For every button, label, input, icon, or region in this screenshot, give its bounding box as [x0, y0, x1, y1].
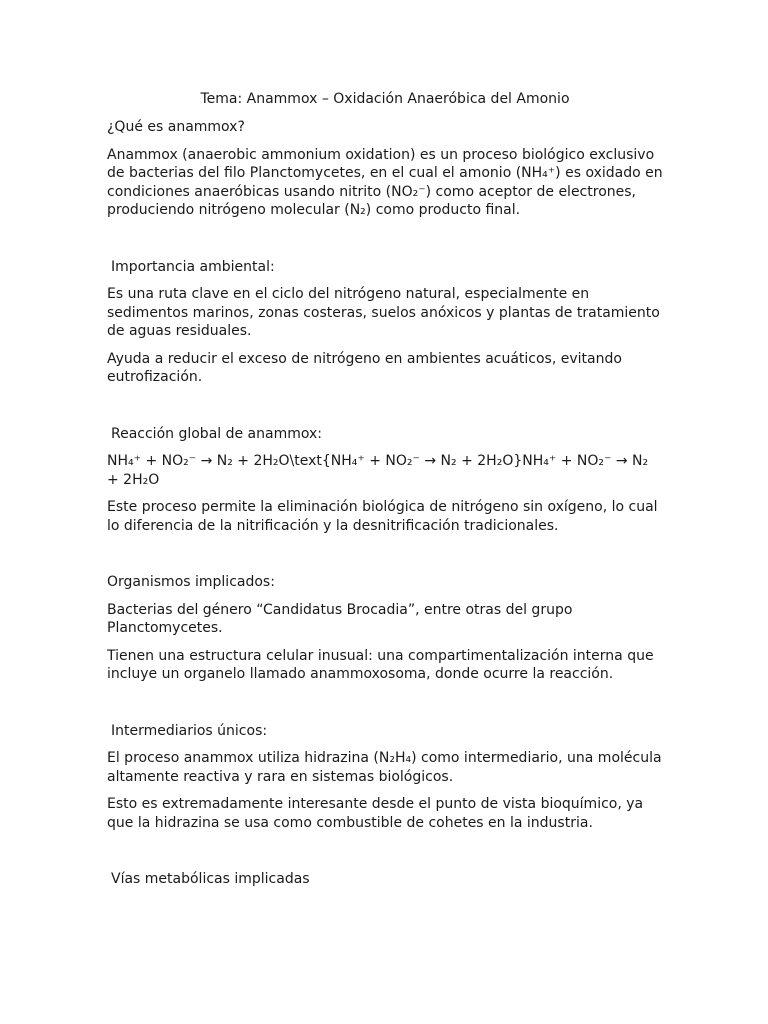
document-page — [107, 90, 663, 898]
importance-heading: Importancia ambiental: — [111, 258, 275, 275]
intermediaries-heading: Intermediarios únicos: — [111, 722, 268, 739]
section-spacer — [107, 841, 663, 870]
organisms-paragraph-1: Bacterias del género “Candidatus Brocadia”, entre otras del grupo Planctomycetes. — [107, 601, 573, 636]
metabolic-pathways-heading: Vías metabólicas implicadas — [111, 871, 310, 887]
section-spacer — [107, 396, 663, 425]
importance-paragraph-1: Es una ruta clave en el ciclo del nitrógeno natural, especialmente en sedimentos marinos, zonas costeras, suelos anóxicos y plantas de tratamiento de aguas residuales. — [107, 286, 660, 339]
document-title: Tema: Anammox – Oxidación Anaeróbica del Amonio — [200, 91, 570, 107]
organisms-heading: Organismos implicados: — [107, 574, 275, 590]
reaction-paragraph: Este proceso permite la eliminación biológica de nitrógeno sin oxígeno, lo cual lo diferencia de la nitrificación y la desnitrificación tradicionales. — [107, 499, 658, 534]
intermediaries-paragraph-1: El proceso anammox utiliza hidrazina (N₂H₄) como intermediario, una molécula altamente reactiva y rara en sistemas biológicos. — [107, 750, 662, 785]
intermediaries-paragraph-2: Esto es extremadamente interesante desde el punto de vista bioquímico, ya que la hidrazina se usa como combustible de cohetes en la industria. — [107, 796, 644, 831]
definition-paragraph: Anammox (anaerobic ammonium oxidation) es un proceso biológico exclusivo de bacterias del filo Planctomycetes, en el cual el amonio (NH₄⁺) es oxidado en condiciones anaeróbicas usando nitrito (NO₂⁻) como aceptor de electrones, produciendo nitrógeno molecular (N₂) como producto final. — [107, 146, 663, 218]
section-spacer — [107, 229, 663, 258]
organisms-paragraph-2: Tienen una estructura celular inusual: una compartimentalización interna que incluye un organelo llamado anammoxosoma, donde ocurre la reacción. — [107, 647, 654, 682]
question-heading: ¿Qué es anammox? — [107, 119, 245, 135]
section-spacer — [107, 693, 663, 722]
reaction-equation: NH₄⁺ + NO₂⁻ → N₂ + 2H₂O\text{NH₄⁺ + NO₂⁻ → N₂ + 2H₂O}NH₄⁺ + NO₂⁻ → N₂ + 2H₂O — [107, 453, 649, 488]
importance-paragraph-2: Ayuda a reducir el exceso de nitrógeno en ambientes acuáticos, evitando eutrofización. — [107, 350, 622, 385]
section-spacer — [107, 544, 663, 573]
reaction-heading: Reacción global de anammox: — [111, 425, 323, 442]
